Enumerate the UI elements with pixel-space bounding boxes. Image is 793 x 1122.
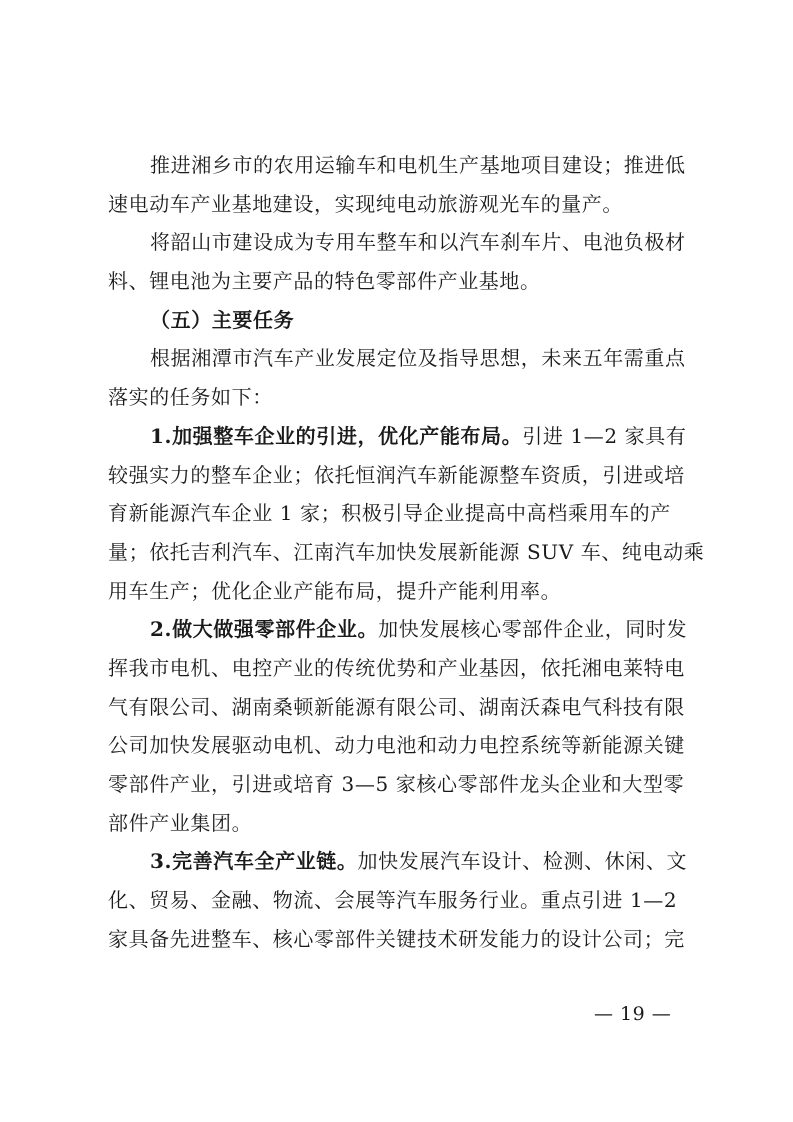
text-line: 家具备先进整车、核心零部件关键技术研发能力的设计公司；完 — [108, 926, 685, 951]
text-run: 加快发展汽车设计、检测、休闲、文 — [357, 849, 688, 874]
text-line: 较强实力的整车企业；依托恒润汽车新能源整车资质，引进或培 — [108, 462, 685, 487]
text-line: 用车生产；优化企业产能布局，提升产能利用率。 — [108, 578, 562, 603]
text-line — [108, 417, 698, 456]
text-line: 根据湘潭市汽车产业发展定位及指导思想，未来五年需重点 — [150, 346, 686, 371]
body-text — [108, 146, 705, 958]
text-line: 将韶山市建设成为专用车整车和以汽车刹车片、电池负极材 — [150, 230, 686, 255]
text-line: 推进湘乡市的农用运输车和电机生产基地项目建设；推进低 — [150, 153, 686, 177]
text-line: 化、贸易、金融、物流、会展等汽车服务行业。重点引进 1—2 — [108, 888, 678, 913]
text-line: 部件产业集团。 — [108, 810, 253, 835]
text-line: 挥我市电机、电控产业的传统优势和产业基因，依托湘电莱特电 — [108, 655, 685, 680]
text-line: 料、锂电池为主要产品的特色零部件产业基地。 — [108, 269, 541, 294]
text-run: 加快发展核心零部件企业，同时发 — [378, 617, 688, 642]
text-line: 气有限公司、湖南桑顿新能源有限公司、湖南沃森电气科技有限 — [108, 694, 685, 719]
item-heading: 2.做大做强零部件企业。 — [150, 617, 379, 642]
text-run: 引进 1—2 家具有 — [522, 423, 687, 448]
text-line: 公司加快发展驱动电机、动力电池和动力电控系统等新能源关键 — [108, 733, 685, 758]
text-line: 速电动车产业基地建设，实现纯电动旅游观光车的量产。 — [108, 191, 623, 216]
text-line: 零部件产业，引进或培育 3—5 家核心零部件龙头企业和大型零 — [108, 772, 685, 796]
page-number: — 19 — — [594, 1003, 672, 1025]
item-heading: 1.加强整车企业的引进，优化产能布局。 — [150, 423, 523, 448]
section-heading: （五）主要任务 — [150, 307, 295, 332]
text-line — [108, 610, 698, 649]
text-line: 量；依托吉利汽车、江南汽车加快发展新能源 SUV 车、纯电动乘 — [108, 539, 705, 564]
text-line: 落实的任务如下： — [108, 385, 273, 410]
text-line — [108, 842, 698, 881]
item-heading: 3.完善汽车全产业链。 — [150, 849, 358, 874]
text-line: 育新能源汽车企业 1 家；积极引导企业提高中高档乘用车的产 — [108, 501, 671, 526]
